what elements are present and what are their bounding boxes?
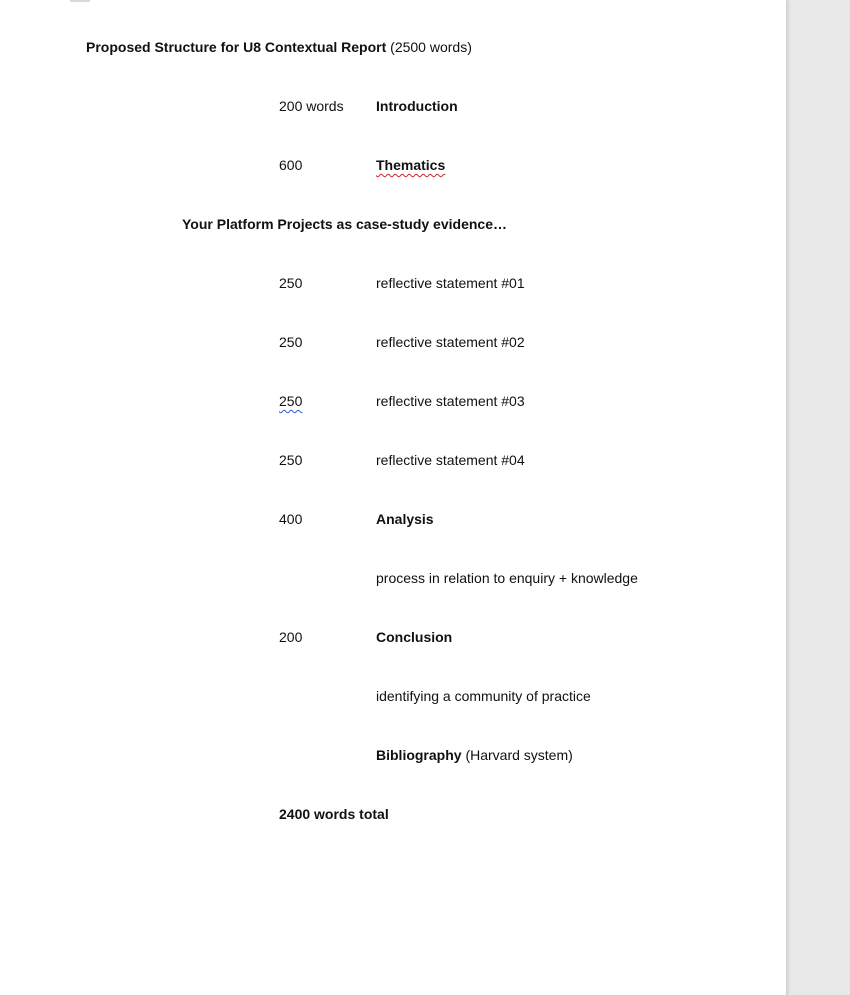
bibliography-system: (Harvard system) [461,747,573,763]
row-rs02-count: 250 [279,334,303,350]
row-analysis-detail: process in relation to enquiry + knowledge [376,570,638,586]
title-bold: Proposed Structure for U8 Contextual Report [86,39,387,55]
document-title [86,38,472,56]
row-conclusion-detail: identifying a community of practice [376,688,591,704]
row-rs01-count: 250 [279,275,303,291]
row-rs03-label: reflective statement #03 [376,393,525,409]
row-rs03-count [279,392,332,410]
row-bibliography [376,746,573,764]
row-rs01-label: reflective statement #01 [376,275,525,291]
title-wordcount: (2500 words) [386,39,472,55]
row-rs04-label: reflective statement #04 [376,452,525,468]
row-rs02-label: reflective statement #02 [376,334,525,350]
row-analysis-count: 400 [279,511,303,527]
row-intro-count: 200 words [279,98,344,114]
section-heading-platform: Your Platform Projects as case-study evidence… [182,216,507,232]
row-intro-label: Introduction [376,98,458,114]
row-analysis-label: Analysis [376,511,434,527]
rs03-grammar-flag[interactable]: 250 [279,393,303,409]
row-conclusion-label: Conclusion [376,629,453,645]
word-total: 2400 words total [279,806,389,822]
row-conclusion-count: 200 [279,629,303,645]
thematics-spelling-flag[interactable]: Thematics [376,157,446,173]
row-thematics-count: 600 [279,157,303,173]
page-corner-mark [70,0,90,2]
bibliography-label: Bibliography [376,747,462,763]
row-thematics-label [376,156,445,174]
row-rs04-count: 250 [279,452,303,468]
